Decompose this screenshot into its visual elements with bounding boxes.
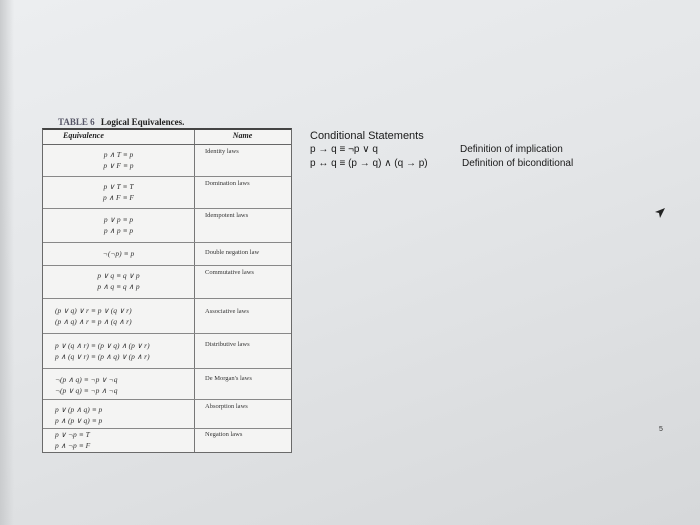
law-name: Commutative laws — [205, 269, 254, 276]
law-name: Absorption laws — [205, 403, 248, 410]
table-row — [43, 266, 291, 299]
equivalence-line: p ∨ (q ∧ r) ≡ (p ∨ q) ∧ (p ∨ r) — [55, 341, 150, 350]
equivalence-line: p ∧ (p ∨ q) ≡ p — [55, 416, 103, 425]
table-row — [43, 145, 291, 177]
law-name: Idempotent laws — [205, 212, 249, 219]
equivalence-cell — [43, 149, 194, 171]
equivalence-cell — [43, 429, 194, 451]
equivalence-cell — [43, 404, 194, 426]
equivalence-cell — [43, 248, 194, 259]
table-number: TABLE 6 — [58, 117, 95, 127]
equivalence-line: p ∨ ¬p ≡ T — [55, 430, 90, 439]
equivalence-line: (p ∧ q) ∧ r ≡ p ∧ (q ∧ r) — [55, 317, 132, 326]
conditional-statements-notes — [310, 130, 600, 172]
equivalence-line: ¬(p ∨ q) ≡ ¬p ∧ ¬q — [55, 386, 118, 395]
page-number: 5 — [659, 426, 663, 433]
law-name: Distributive laws — [205, 341, 250, 348]
header-name: Name — [232, 131, 253, 140]
notes-title: Conditional Statements — [310, 130, 424, 142]
equivalence-line: p ∧ (q ∨ r) ≡ (p ∧ q) ∨ (p ∧ r) — [55, 352, 150, 361]
table-row — [43, 429, 291, 452]
equivalence-cell — [43, 340, 194, 362]
screen-edge-shadow — [0, 0, 14, 525]
equivalence-cell — [43, 181, 194, 203]
equivalence-line: p ∨ q ≡ q ∨ p — [97, 271, 140, 280]
statement-description: Definition of implication — [460, 144, 563, 155]
table-row — [43, 177, 291, 209]
statement-row — [310, 144, 600, 158]
statement-description: Definition of biconditional — [462, 158, 574, 169]
equivalence-line: p ∨ p ≡ p — [103, 215, 134, 224]
statement-formula: p ↔ q ≡ (p → q) ∧ (q → p) — [310, 158, 428, 169]
table-title: Logical Equivalences. — [100, 117, 185, 127]
law-name: Domination laws — [205, 180, 250, 187]
table-row — [43, 334, 291, 369]
equivalence-cell — [43, 214, 194, 236]
equivalence-line: p ∧ T ≡ p — [103, 150, 134, 159]
law-name: Identity laws — [205, 148, 239, 155]
table-row — [43, 400, 291, 429]
equivalence-line: p ∧ q ≡ q ∧ p — [97, 282, 140, 291]
equivalence-line: (p ∨ q) ∨ r ≡ p ∨ (q ∨ r) — [55, 306, 132, 315]
statement-row — [310, 158, 600, 172]
law-name: Double negation law — [205, 249, 260, 256]
table-header-row — [43, 130, 291, 145]
arrow-cursor-icon — [654, 207, 666, 219]
table-row — [43, 299, 291, 334]
equivalence-line: ¬(p ∧ q) ≡ ¬p ∨ ¬q — [55, 375, 118, 384]
equivalence-line: ¬(¬p) ≡ p — [102, 249, 135, 258]
equivalence-line: p ∧ p ≡ p — [103, 226, 134, 235]
table-frame — [42, 128, 292, 453]
equivalence-cell — [43, 374, 194, 396]
logical-equivalences-table — [42, 114, 292, 452]
equivalence-line: p ∨ T ≡ T — [103, 182, 134, 191]
equivalence-cell — [43, 270, 194, 292]
equivalence-line: p ∧ F ≡ F — [103, 193, 134, 202]
equivalence-line: p ∨ (p ∧ q) ≡ p — [55, 405, 103, 414]
equivalence-cell — [43, 305, 194, 327]
law-name: Negation laws — [205, 431, 243, 438]
law-name: De Morgan's laws — [205, 375, 252, 382]
header-equivalence: Equivalence — [63, 131, 104, 140]
table-row — [43, 243, 291, 266]
equivalence-line: p ∧ ¬p ≡ F — [55, 441, 91, 450]
statement-formula: p → q ≡ ¬p ∨ q — [310, 144, 378, 155]
table-row — [43, 209, 291, 243]
table-row — [43, 369, 291, 400]
table-caption — [58, 117, 184, 127]
equivalence-line: p ∨ F ≡ p — [103, 161, 134, 170]
law-name: Associative laws — [205, 308, 249, 315]
